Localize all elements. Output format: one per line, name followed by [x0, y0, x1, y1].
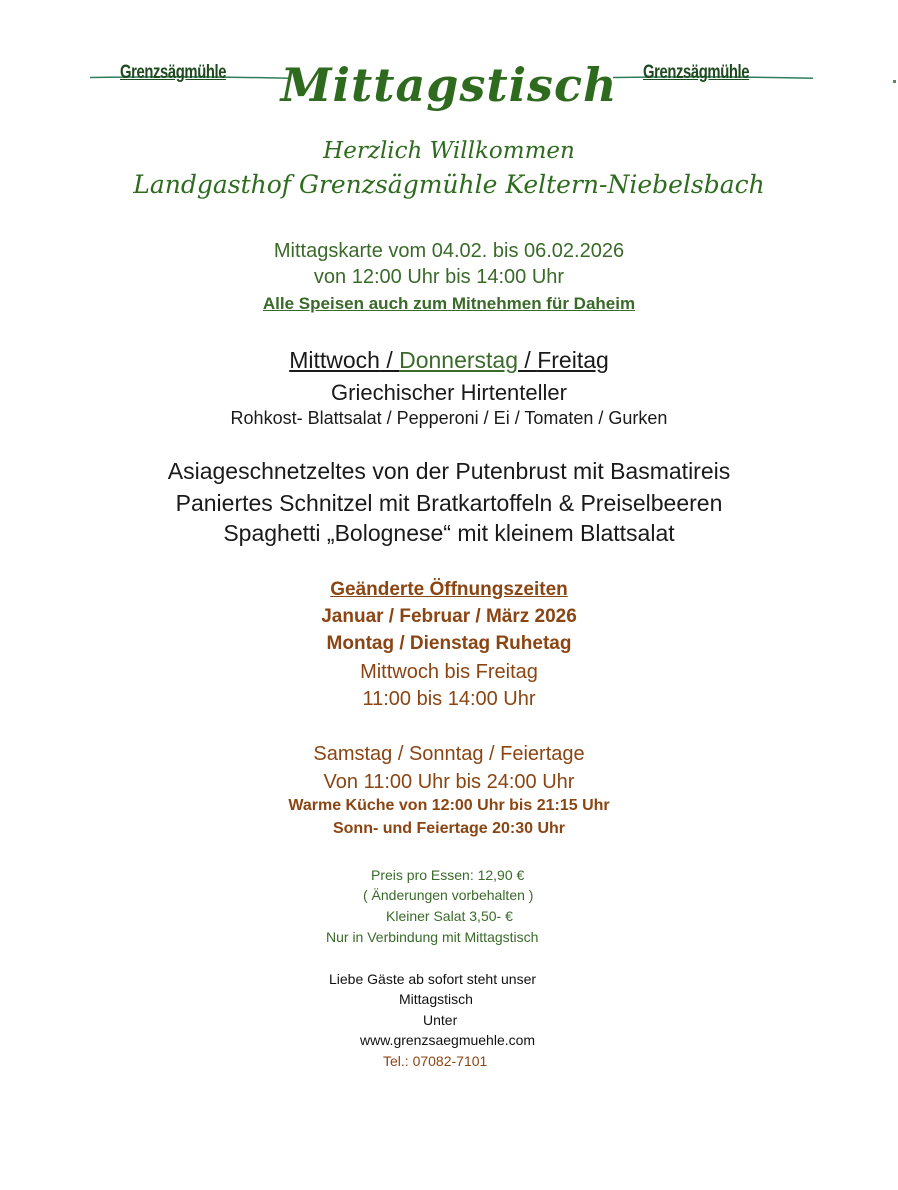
hours-months: Januar / Februar / März 2026 [321, 606, 577, 627]
salad-price: Kleiner Salat 3,50- € [386, 908, 513, 924]
day-separator: / [518, 347, 538, 373]
logo-text: Grenzsägmühle [643, 62, 750, 83]
hours-closed-days: Montag / Dienstag Ruhetag [326, 633, 572, 654]
hours-weekend: Samstag / Sonntag / Feiertage [313, 743, 585, 765]
logo-text: Grenzsägmühle [120, 62, 227, 83]
day-separator: / [379, 347, 400, 373]
hours-heading: Geänderte Öffnungszeiten [330, 579, 568, 600]
hours-weekdays-time: 11:00 bis 14:00 Uhr [362, 688, 536, 710]
dish-main: Griechischer Hirtenteller [331, 380, 567, 405]
menu-period: Mittagskarte vom 04.02. bis 06.02.2026 [273, 240, 625, 262]
website-link[interactable]: www.grenzsaegmuehle.com [360, 1032, 536, 1048]
footer-line: Unter [423, 1012, 458, 1028]
footer-line: Mittagstisch [399, 991, 473, 1007]
footer-line: Liebe Gäste ab sofort steht unser [329, 971, 537, 987]
takeaway-note: Alle Speisen auch zum Mitnehmen für Daheim [262, 294, 636, 313]
kitchen-hours-sunday: Sonn- und Feiertage 20:30 Uhr [332, 820, 566, 837]
welcome-text: Herzlich Willkommen [323, 138, 575, 164]
day-friday: Freitag [537, 347, 609, 373]
venue-name: Landgasthof Grenzsägmühle Keltern-Niebelsbach [133, 170, 765, 199]
dish-item: Paniertes Schnitzel mit Bratkartoffeln & Preiselbeeren [175, 490, 723, 516]
dish-item: Asiageschnetzeltes von der Putenbrust mit Basmatireis [167, 458, 731, 484]
kitchen-hours: Warme Küche von 12:00 Uhr bis 21:15 Uhr [288, 797, 610, 814]
menu-days [0, 347, 898, 374]
page-title: Mittagstisch [280, 58, 618, 112]
day-wednesday: Mittwoch [289, 347, 380, 373]
hours-weekdays: Mittwoch bis Freitag [360, 661, 538, 683]
price-per-meal: Preis pro Essen: 12,90 € [371, 867, 525, 883]
price-changes-note: ( Änderungen vorbehalten ) [363, 887, 534, 903]
phone-number[interactable]: Tel.: 07082-7101 [383, 1053, 488, 1069]
dish-main-description: Rohkost- Blattsalat / Pepperoni / Ei / Tomaten / Gurken [230, 408, 668, 428]
menu-time: von 12:00 Uhr bis 14:00 Uhr [313, 266, 565, 288]
hours-weekend-time: Von 11:00 Uhr bis 24:00 Uhr [323, 771, 575, 793]
salad-condition: Nur in Verbindung mit Mittagstisch [326, 929, 539, 945]
day-thursday: Donnerstag [399, 347, 519, 373]
dish-item: Spaghetti „Bolognese“ mit kleinem Blattsalat [223, 520, 675, 546]
